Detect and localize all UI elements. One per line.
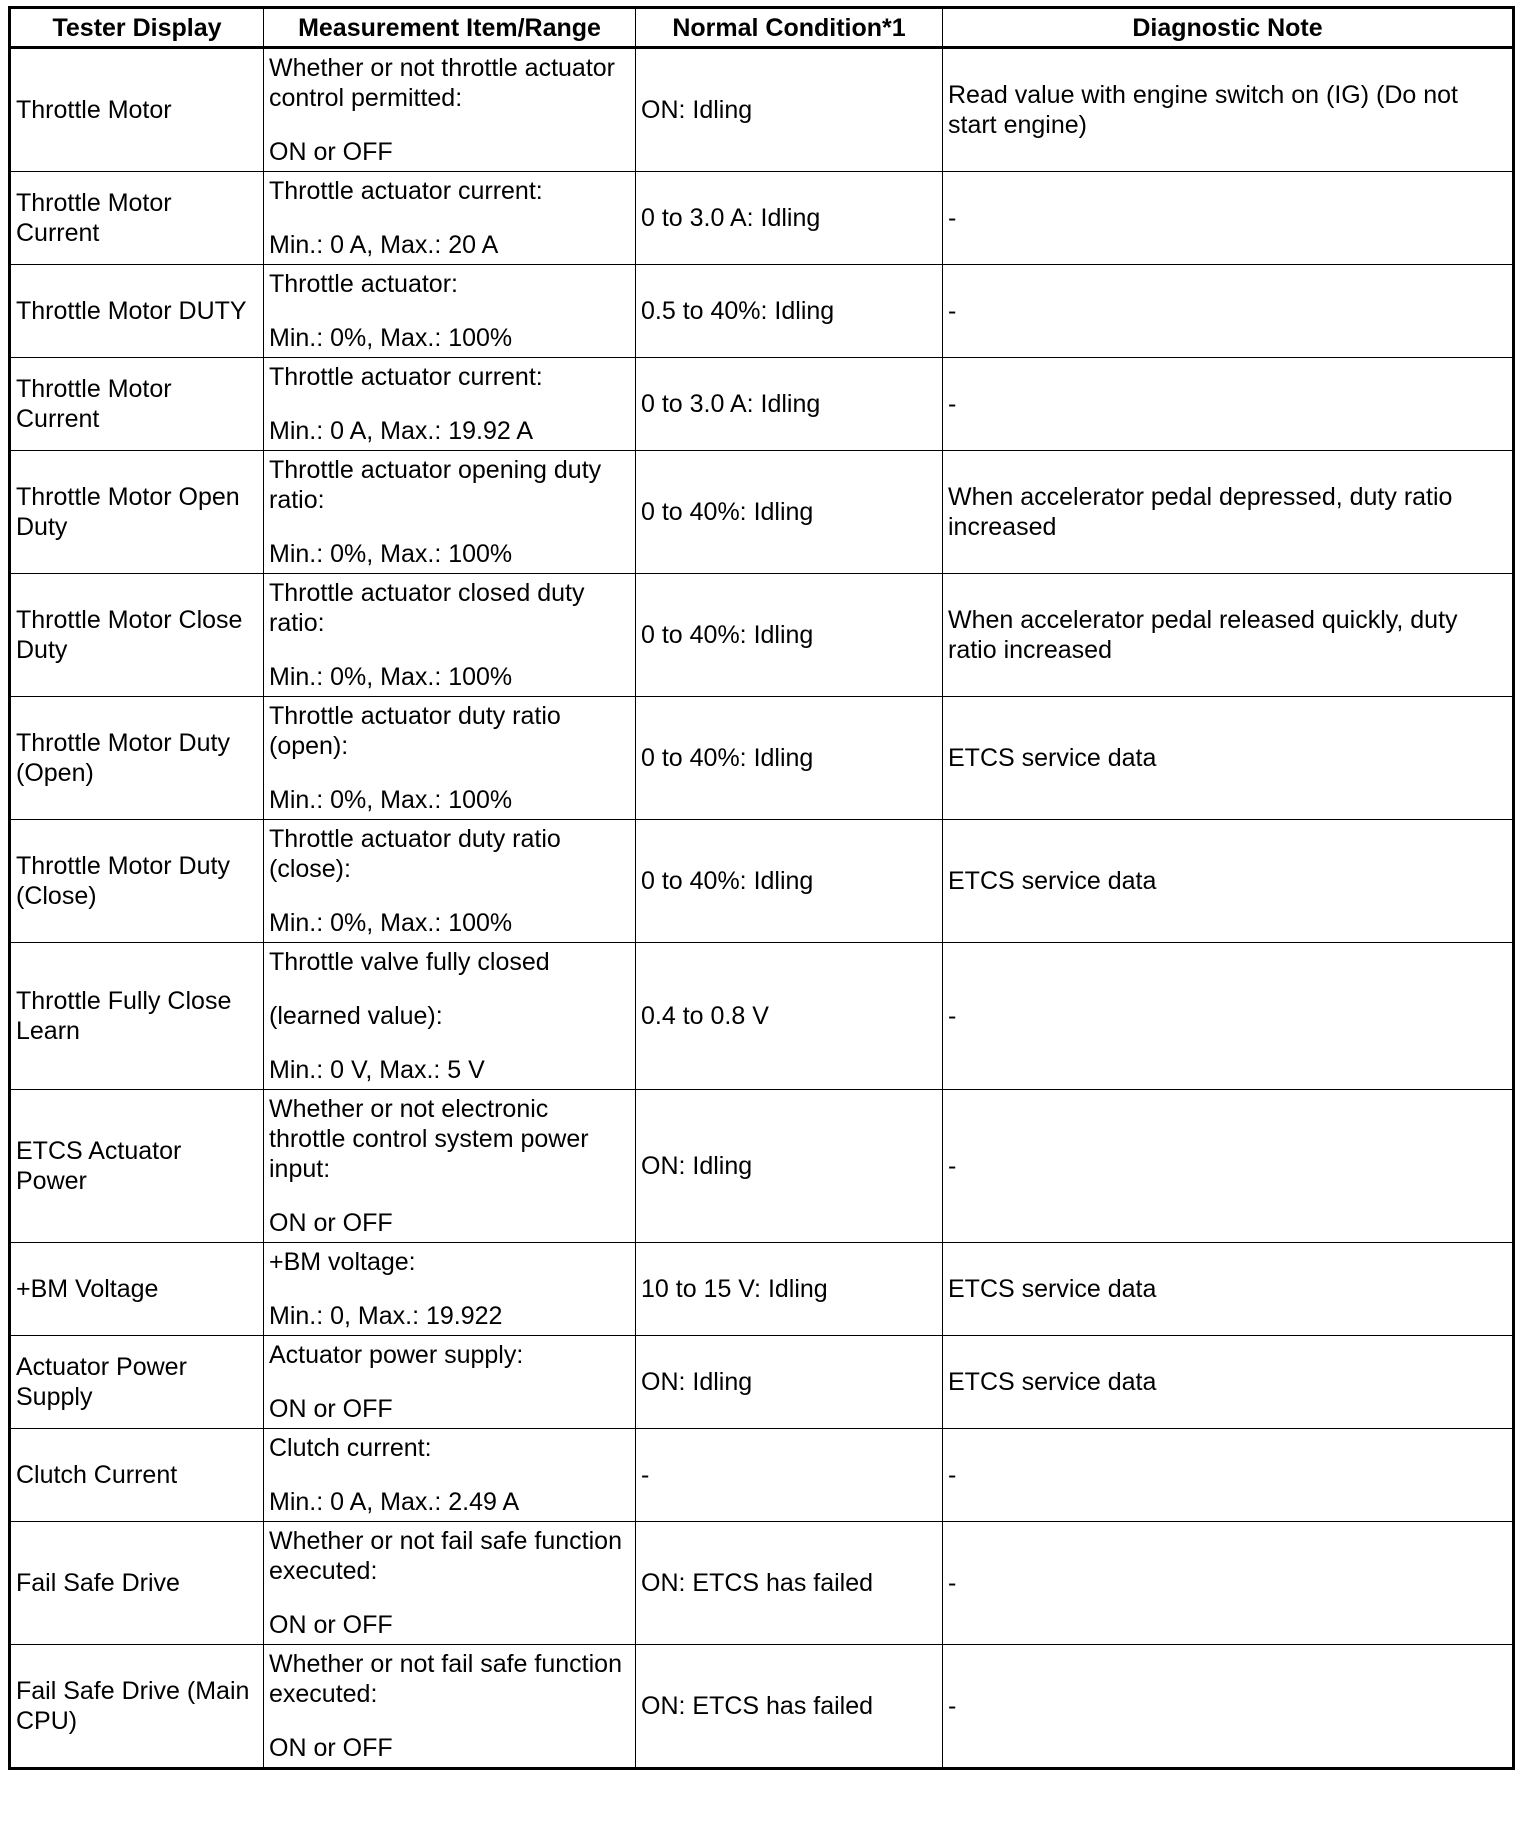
measurement-line: Min.: 0 A, Max.: 19.92 A [269,417,534,445]
measurement-line: Min.: 0 V, Max.: 5 V [269,1056,485,1084]
cell-normal-condition: ON: ETCS has failed [636,1522,943,1645]
measurement-line: Min.: 0%, Max.: 100% [269,786,513,814]
cell-measurement-item [264,265,636,358]
cell-tester-display: Throttle Motor Current [10,358,264,451]
cell-measurement-item [264,1522,636,1645]
measurement-line: Min.: 0 A, Max.: 20 A [269,231,499,259]
measurement-line: Whether or not electronic throttle control system power input: [269,1095,589,1183]
measurement-line: Throttle actuator: [269,270,458,298]
cell-normal-condition: - [636,1429,943,1522]
cell-measurement-item [264,697,636,820]
measurement-line: Throttle actuator duty ratio (open): [269,702,561,760]
cell-measurement-item [264,820,636,943]
cell-normal-condition: 0 to 3.0 A: Idling [636,172,943,265]
cell-measurement-item [264,358,636,451]
cell-normal-condition: ON: Idling [636,48,943,172]
measurement-line: Clutch current: [269,1434,432,1462]
cell-tester-display: ETCS Actuator Power [10,1090,264,1243]
table-row [10,820,1514,943]
cell-measurement-item [264,574,636,697]
header-measurement-item: Measurement Item/Range [264,8,636,48]
tester-data-table [8,6,1515,1770]
measurement-line: Whether or not fail safe function executed: [269,1527,622,1585]
cell-normal-condition: 0 to 40%: Idling [636,697,943,820]
measurement-line: +BM voltage: [269,1248,416,1276]
table-row [10,1645,1514,1769]
measurement-line: ON or OFF [269,1734,393,1762]
cell-measurement-item [264,172,636,265]
cell-diagnostic-note: When accelerator pedal released quickly, duty ratio increased [943,574,1514,697]
measurement-line: Actuator power supply: [269,1341,524,1369]
cell-tester-display: Actuator Power Supply [10,1336,264,1429]
cell-measurement-item [264,1645,636,1769]
cell-tester-display: +BM Voltage [10,1243,264,1336]
cell-tester-display: Throttle Motor Open Duty [10,451,264,574]
cell-normal-condition: 0 to 40%: Idling [636,820,943,943]
header-tester-display: Tester Display [10,8,264,48]
table-row [10,1336,1514,1429]
cell-measurement-item [264,451,636,574]
measurement-line: ON or OFF [269,1611,393,1639]
header-normal-condition: Normal Condition*1 [636,8,943,48]
table-header [10,8,1514,48]
cell-diagnostic-note: - [943,943,1514,1090]
cell-diagnostic-note: ETCS service data [943,697,1514,820]
measurement-line: Min.: 0%, Max.: 100% [269,324,513,352]
table-row [10,172,1514,265]
cell-normal-condition: 0.5 to 40%: Idling [636,265,943,358]
cell-tester-display: Throttle Motor [10,48,264,172]
cell-diagnostic-note: - [943,358,1514,451]
cell-diagnostic-note: - [943,1645,1514,1769]
header-row [10,8,1514,48]
cell-tester-display: Throttle Motor DUTY [10,265,264,358]
cell-diagnostic-note: - [943,1522,1514,1645]
cell-normal-condition: 0 to 40%: Idling [636,574,943,697]
cell-measurement-item [264,48,636,172]
data-table-container [8,6,1512,1770]
cell-diagnostic-note: ETCS service data [943,1336,1514,1429]
cell-diagnostic-note: ETCS service data [943,820,1514,943]
cell-normal-condition: 10 to 15 V: Idling [636,1243,943,1336]
measurement-line: Throttle actuator current: [269,363,543,391]
cell-normal-condition: 0 to 40%: Idling [636,451,943,574]
table-body [10,48,1514,1769]
cell-normal-condition: ON: Idling [636,1090,943,1243]
cell-normal-condition: ON: ETCS has failed [636,1645,943,1769]
measurement-line: Min.: 0, Max.: 19.922 [269,1302,503,1330]
measurement-line: Min.: 0 A, Max.: 2.49 A [269,1488,520,1516]
cell-tester-display: Throttle Motor Current [10,172,264,265]
cell-diagnostic-note: - [943,1090,1514,1243]
measurement-line: Throttle actuator current: [269,177,543,205]
cell-measurement-item [264,1243,636,1336]
cell-tester-display: Throttle Motor Duty (Open) [10,697,264,820]
table-row [10,1090,1514,1243]
measurement-line: Throttle actuator opening duty ratio: [269,456,602,514]
cell-diagnostic-note: - [943,1429,1514,1522]
cell-measurement-item [264,1090,636,1243]
header-diagnostic-note: Diagnostic Note [943,8,1514,48]
measurement-line: ON or OFF [269,1209,393,1237]
cell-tester-display: Throttle Fully Close Learn [10,943,264,1090]
measurement-line: Throttle valve fully closed [269,948,550,976]
cell-tester-display: Throttle Motor Duty (Close) [10,820,264,943]
table-row [10,1429,1514,1522]
table-row [10,48,1514,172]
measurement-line: Throttle actuator duty ratio (close): [269,825,561,883]
cell-diagnostic-note: - [943,172,1514,265]
measurement-line: (learned value): [269,1002,443,1030]
cell-tester-display: Clutch Current [10,1429,264,1522]
table-row [10,1522,1514,1645]
measurement-line: Min.: 0%, Max.: 100% [269,540,513,568]
cell-normal-condition: 0 to 3.0 A: Idling [636,358,943,451]
cell-measurement-item [264,943,636,1090]
table-row [10,265,1514,358]
cell-measurement-item [264,1336,636,1429]
measurement-line: Whether or not fail safe function executed: [269,1650,622,1708]
measurement-line: Min.: 0%, Max.: 100% [269,663,513,691]
cell-normal-condition: ON: Idling [636,1336,943,1429]
cell-tester-display: Throttle Motor Close Duty [10,574,264,697]
measurement-line: ON or OFF [269,1395,393,1423]
cell-diagnostic-note: Read value with engine switch on (IG) (Do not start engine) [943,48,1514,172]
table-row [10,1243,1514,1336]
cell-tester-display: Fail Safe Drive [10,1522,264,1645]
cell-measurement-item [264,1429,636,1522]
table-row [10,943,1514,1090]
cell-tester-display: Fail Safe Drive (Main CPU) [10,1645,264,1769]
cell-normal-condition: 0.4 to 0.8 V [636,943,943,1090]
cell-diagnostic-note: - [943,265,1514,358]
table-row [10,697,1514,820]
cell-diagnostic-note: When accelerator pedal depressed, duty ratio increased [943,451,1514,574]
table-row [10,358,1514,451]
cell-diagnostic-note: ETCS service data [943,1243,1514,1336]
measurement-line: Whether or not throttle actuator control permitted: [269,54,616,112]
table-row [10,451,1514,574]
table-row [10,574,1514,697]
measurement-line: Throttle actuator closed duty ratio: [269,579,585,637]
measurement-line: ON or OFF [269,138,393,166]
measurement-line: Min.: 0%, Max.: 100% [269,909,513,937]
